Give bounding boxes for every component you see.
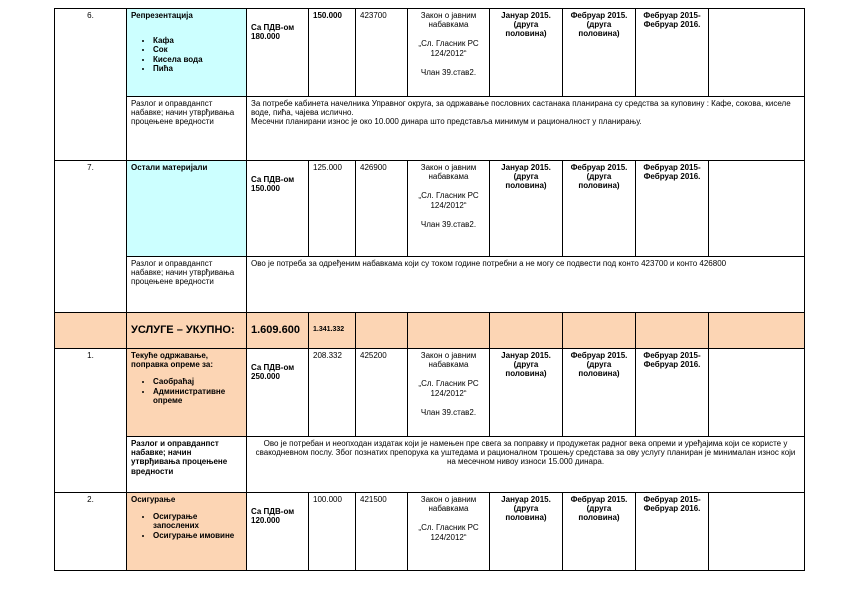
- reason-row: [55, 257, 805, 313]
- konto-cell: 421500: [356, 493, 408, 571]
- item-name-cell: [127, 9, 247, 97]
- vat-amount: 180.000: [251, 32, 280, 42]
- reason-text: Ово је потребан и неопходан издатак који је намењен пре свега за поправку и продужетак радног века опреми и уређајима који се користе у свакодневном послу. Због познатих препорука ка уштедама и рационалном трошењу средстава за ову услугу планиран је минималан износ који на месечном нивоу износи 15.000 динара.: [247, 437, 805, 493]
- law-cell: [408, 493, 490, 571]
- period-duration: Фебруар 2015- Фебруар 2016.: [636, 9, 709, 97]
- vat-amount: 150.000: [251, 184, 280, 194]
- item-name: Остали материјали: [127, 161, 247, 257]
- empty-cell: [636, 313, 709, 349]
- vat-label: Са ПДВ-ом: [251, 175, 295, 184]
- item-name: Осигурање: [131, 495, 176, 504]
- row-number: 6.: [55, 9, 127, 161]
- period-contract: Фебруар 2015. (друга половина): [563, 349, 636, 437]
- period-start: Јануар 2015. (друга половина): [490, 9, 563, 97]
- law-cell: [408, 9, 490, 97]
- row-number: 1.: [55, 349, 127, 493]
- law-gazette: „Сл. Гласник РС 124/2012“: [418, 191, 479, 210]
- konto-cell: 426900: [356, 161, 408, 257]
- vat-amount: 250.000: [251, 372, 280, 382]
- reason-text: За потребе кабинета начелника Управног округа, за одржавање пословних састанака планирана су средства за куповину : Кафе, сокова, киселе воде, пића, чајева ислично. Месечни планирани износ је око 10.000 динара што представља минимум и рационалност у планирању.: [247, 97, 805, 161]
- list-item: • Кисела вода: [153, 55, 242, 64]
- vat-label: Са ПДВ-ом: [251, 507, 295, 516]
- law-article: Члан 39.став2.: [420, 407, 477, 417]
- vat-label: Са ПДВ-ом: [251, 23, 295, 32]
- law-gazette: „Сл. Гласник РС 124/2012“: [418, 39, 479, 58]
- table-row: [55, 9, 805, 97]
- amount-cell: 208.332: [309, 349, 356, 437]
- item-list: [131, 36, 242, 73]
- empty-cell: [709, 493, 805, 571]
- period-contract: Фебруар 2015. (друга половина): [563, 9, 636, 97]
- law-gazette: „Сл. Гласник РС 124/2012“: [418, 379, 479, 398]
- empty-cell: [709, 349, 805, 437]
- amount-cell: 150.000: [309, 9, 356, 97]
- vat-label: Са ПДВ-ом: [251, 363, 295, 372]
- empty-cell: [55, 313, 127, 349]
- law-name: Закон о јавним набавкама: [420, 495, 477, 514]
- total-spent: 1.341.332: [309, 313, 356, 349]
- list-item: • Кафа: [153, 36, 242, 45]
- law-article: Члан 39.став2.: [420, 219, 477, 229]
- reason-row: [55, 97, 805, 161]
- reason-label: Разлог и оправданпст набавке; начин утврђивања процењене вредности: [127, 437, 247, 493]
- law-name: Закон о јавним набавкама: [420, 351, 477, 370]
- reason-row: [55, 437, 805, 493]
- list-item: • Осигурање имовине: [153, 531, 242, 540]
- law-article: Члан 39.став2.: [420, 67, 477, 77]
- reason-label: Разлог и оправданпст набавке; начин утврђивања процењене вредности: [127, 97, 247, 161]
- item-list: [131, 512, 242, 540]
- period-duration: Фебруар 2015- Фебруар 2016.: [636, 493, 709, 571]
- empty-cell: [490, 313, 563, 349]
- vat-amount: 120.000: [251, 516, 280, 526]
- konto-cell: 425200: [356, 349, 408, 437]
- vat-cell: [247, 9, 309, 97]
- period-contract: Фебруар 2015. (друга половина): [563, 493, 636, 571]
- law-cell: [408, 161, 490, 257]
- empty-cell: [709, 313, 805, 349]
- item-name: Репрезентација: [131, 11, 193, 20]
- empty-cell: [709, 161, 805, 257]
- table-row: [55, 493, 805, 571]
- list-item: • Административне опреме: [153, 387, 242, 405]
- item-name-cell: [127, 493, 247, 571]
- list-item: • Осигурање запослених: [153, 512, 242, 530]
- list-item: • Сок: [153, 45, 242, 54]
- table-row: [55, 161, 805, 257]
- vat-cell: [247, 349, 309, 437]
- total-amount: 1.609.600: [247, 313, 309, 349]
- procurement-plan-table: [54, 8, 805, 571]
- total-label: УСЛУГЕ – УКУПНО:: [127, 313, 247, 349]
- row-number: 7.: [55, 161, 127, 313]
- konto-cell: 423700: [356, 9, 408, 97]
- vat-cell: [247, 493, 309, 571]
- vat-cell: [247, 161, 309, 257]
- reason-text: Ово је потреба за одређеним набавкама који су током године потребни а не могу се подвести под конто 423700 и конто 426800: [247, 257, 805, 313]
- period-start: Јануар 2015. (друга половина): [490, 493, 563, 571]
- table-row: [55, 349, 805, 437]
- period-start: Јануар 2015. (друга половина): [490, 349, 563, 437]
- empty-cell: [408, 313, 490, 349]
- amount-cell: 100.000: [309, 493, 356, 571]
- law-name: Закон о јавним набавкама: [420, 163, 477, 182]
- period-start: Јануар 2015. (друга половина): [490, 161, 563, 257]
- empty-cell: [563, 313, 636, 349]
- period-contract: Фебруар 2015. (друга половина): [563, 161, 636, 257]
- law-name: Закон о јавним набавкама: [420, 11, 477, 30]
- period-duration: Фебруар 2015- Фебруар 2016.: [636, 161, 709, 257]
- empty-cell: [356, 313, 408, 349]
- item-list: [131, 377, 242, 405]
- empty-cell: [709, 9, 805, 97]
- period-duration: Фебруар 2015- Фебруар 2016.: [636, 349, 709, 437]
- row-number: 2.: [55, 493, 127, 571]
- amount-cell: 125.000: [309, 161, 356, 257]
- list-item: • Саобраћај: [153, 377, 242, 386]
- list-item: • Пића: [153, 64, 242, 73]
- law-gazette: „Сл. Гласник РС 124/2012“: [418, 523, 479, 542]
- services-total-row: [55, 313, 805, 349]
- law-cell: [408, 349, 490, 437]
- reason-label: Разлог и оправданпст набавке; начин утврђивања процењене вредности: [127, 257, 247, 313]
- item-name: Текуће одржавање, поправка опреме за:: [131, 351, 214, 370]
- item-name-cell: [127, 349, 247, 437]
